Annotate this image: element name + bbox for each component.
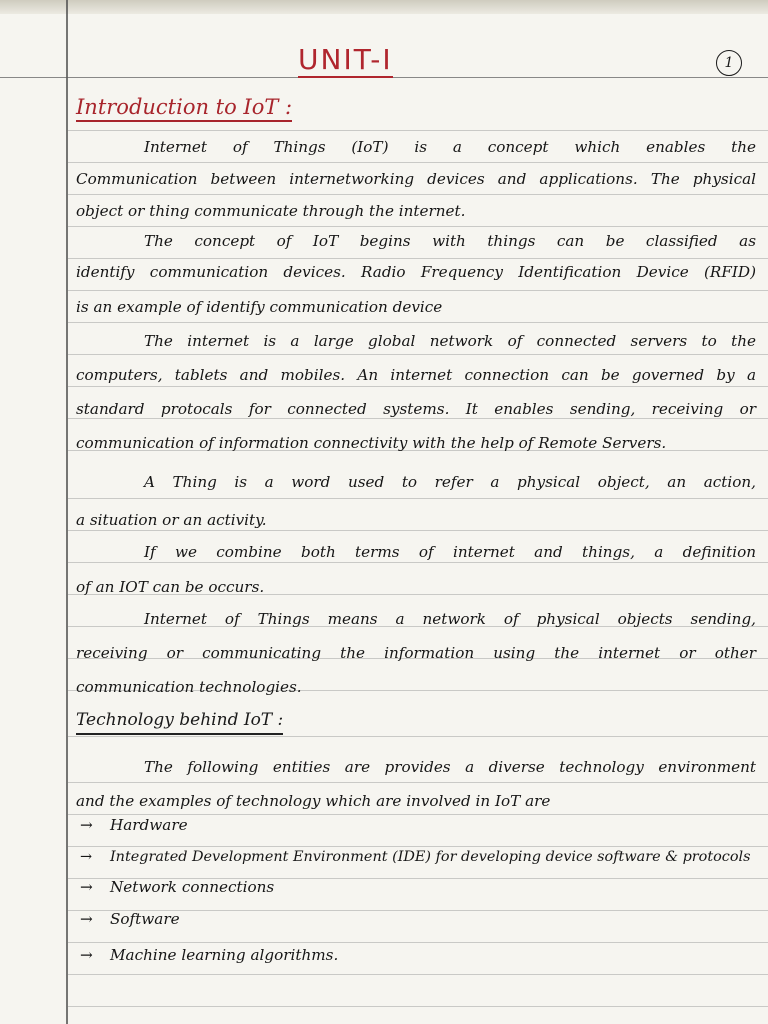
list-item: [80, 908, 180, 930]
text-line: of an IOT can be occurs.: [76, 578, 265, 596]
text-line: computers, tablets and mobiles. An internet connection can be governed by a: [76, 366, 756, 384]
text-line: and the examples of technology which are involved in IoT are: [76, 792, 551, 810]
ruled-line: [68, 194, 768, 195]
ruled-line: [68, 942, 768, 943]
text-line: A Thing is a word used to refer a physical object, an action,: [144, 473, 756, 491]
ruled-line: [68, 258, 768, 259]
ruled-line: [68, 386, 768, 387]
text-line: Internet of Things means a network of physical objects sending,: [144, 610, 756, 628]
margin-line: [66, 0, 68, 1024]
arrow-icon: →: [80, 849, 93, 865]
list-item-label: Machine learning algorithms.: [110, 946, 339, 964]
text-line: The internet is a large global network of connected servers to the: [144, 332, 756, 350]
list-item: [80, 846, 751, 868]
text-line: The concept of IoT begins with things can be classified as: [144, 232, 756, 250]
arrow-icon: →: [80, 910, 93, 928]
arrow-icon: →: [80, 946, 93, 964]
text-line: The following entities are provides a diverse technology environment: [144, 758, 756, 776]
intro-heading: Introduction to IoT :: [76, 94, 292, 122]
list-item-label: Software: [110, 910, 180, 928]
list-item: [80, 814, 188, 836]
ruled-line: [68, 736, 768, 737]
text-line: Internet of Things (IoT) is a concept which enables the: [144, 138, 756, 156]
ruled-line: [68, 162, 768, 163]
ruled-line: [68, 498, 768, 499]
page-number: 1: [716, 50, 742, 76]
text-line: If we combine both terms of internet and things, a definition: [144, 543, 756, 561]
page-title: UNIT-I: [298, 43, 393, 76]
page-top-edge: [0, 0, 768, 14]
ruled-line: [68, 322, 768, 323]
arrow-icon: →: [80, 878, 93, 896]
text-line: Communication between internetworking devices and applications. The physical: [76, 170, 756, 188]
ruled-line: [68, 290, 768, 291]
list-item: [80, 944, 338, 966]
ruled-line: [68, 1006, 768, 1007]
list-item-label: Network connections: [110, 878, 275, 896]
list-item-label: Hardware: [110, 816, 188, 834]
text-line: is an example of identify communication device: [76, 298, 443, 316]
list-item-label: Integrated Development Environment (IDE) for developing device software & protocols: [110, 849, 751, 865]
text-line: identify communication devices. Radio Frequency Identification Device (RFID): [76, 263, 756, 281]
ruled-line: [68, 354, 768, 355]
ruled-line: [68, 974, 768, 975]
ruled-line: [68, 782, 768, 783]
text-line: a situation or an activity.: [76, 511, 267, 529]
text-line: communication of information connectivity with the help of Remote Servers.: [76, 434, 667, 452]
text-line: receiving or communicating the information using the internet or other: [76, 644, 756, 662]
list-item: [80, 876, 274, 898]
ruled-line: [68, 226, 768, 227]
text-line: standard protocals for connected systems. It enables sending, receiving or: [76, 400, 756, 418]
arrow-icon: →: [80, 816, 93, 834]
text-line: communication technologies.: [76, 678, 302, 696]
technology-heading: Technology behind IoT :: [76, 707, 283, 735]
text-line: object or thing communicate through the internet.: [76, 202, 466, 220]
ruled-line: [68, 130, 768, 131]
